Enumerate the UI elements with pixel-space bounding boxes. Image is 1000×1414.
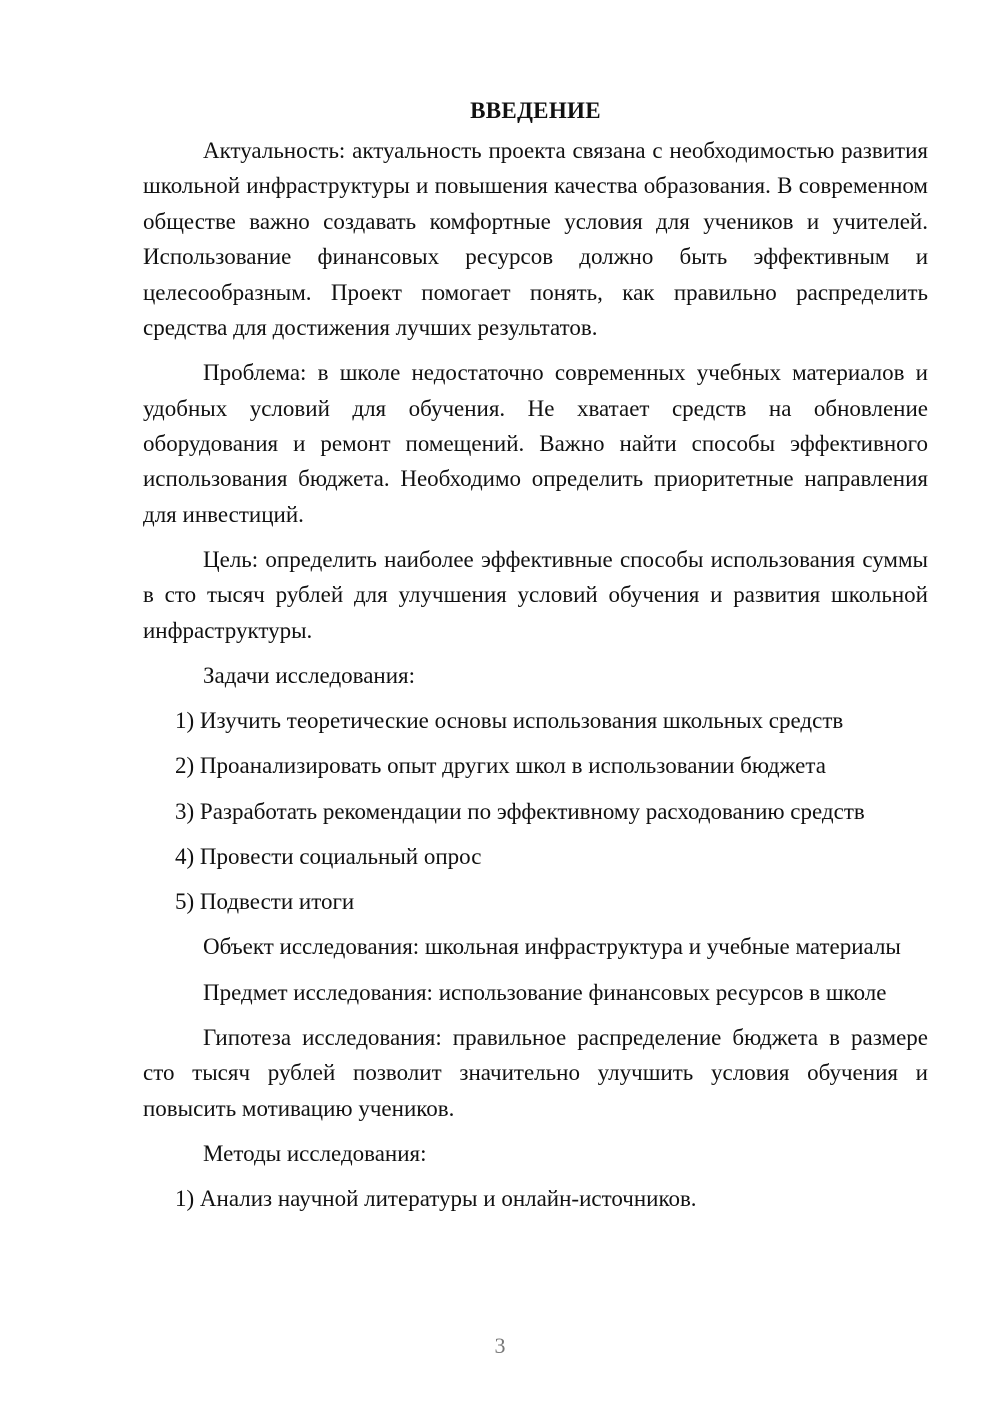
relevance-paragraph: Актуальность: актуальность проекта связана с необходимостью развития школьной инфраструктуры и повышения качества образования. В современном обществе важно создавать комфортные условия для учеников и учителей. Использование финансовых ресурсов должно быть эффективным и целесообразным. Проект помогает понять, как правильно распределить средства для достижения лучших результатов. [143, 138, 928, 341]
page-number: 3 [494, 1333, 506, 1358]
methods-heading: Методы исследования: [203, 1140, 427, 1166]
section-title: ВВЕДЕНИЕ [470, 98, 601, 123]
task-item: 4) Провести социальный опрос [175, 843, 482, 869]
tasks-heading: Задачи исследования: [203, 663, 416, 689]
task-item: 5) Подвести итоги [175, 889, 355, 915]
method-item: 1) Анализ научной литературы и онлайн-источников. [175, 1185, 697, 1211]
task-item: 1) Изучить теоретические основы использования школьных средств [175, 708, 844, 734]
task-item: 3) Разработать рекомендации по эффективному расходованию средств [175, 798, 865, 824]
task-item: 2) Проанализировать опыт других школ в использовании бюджета [175, 753, 826, 779]
problem-paragraph: Проблема: в школе недостаточно современных учебных материалов и удобных условий для обучения. Не хватает средств на обновление оборудования и ремонт помещений. Важно найти способы эффективного использования бюджета. Необходимо определить приоритетные направления для инвестиций. [143, 360, 928, 527]
object-paragraph: Объект исследования: школьная инфраструктура и учебные материалы [203, 934, 901, 960]
page-content [143, 96, 928, 1226]
subject-paragraph: Предмет исследования: использование финансовых ресурсов в школе [203, 979, 887, 1005]
hypothesis-paragraph: Гипотеза исследования: правильное распределение бюджета в размере сто тысяч рублей позволит значительно улучшить условия обучения и повысить мотивацию учеников. [143, 1024, 928, 1121]
goal-paragraph: Цель: определить наиболее эффективные способы использования суммы в сто тысяч рублей для улучшения условий обучения и развития школьной инфраструктуры. [143, 547, 928, 643]
